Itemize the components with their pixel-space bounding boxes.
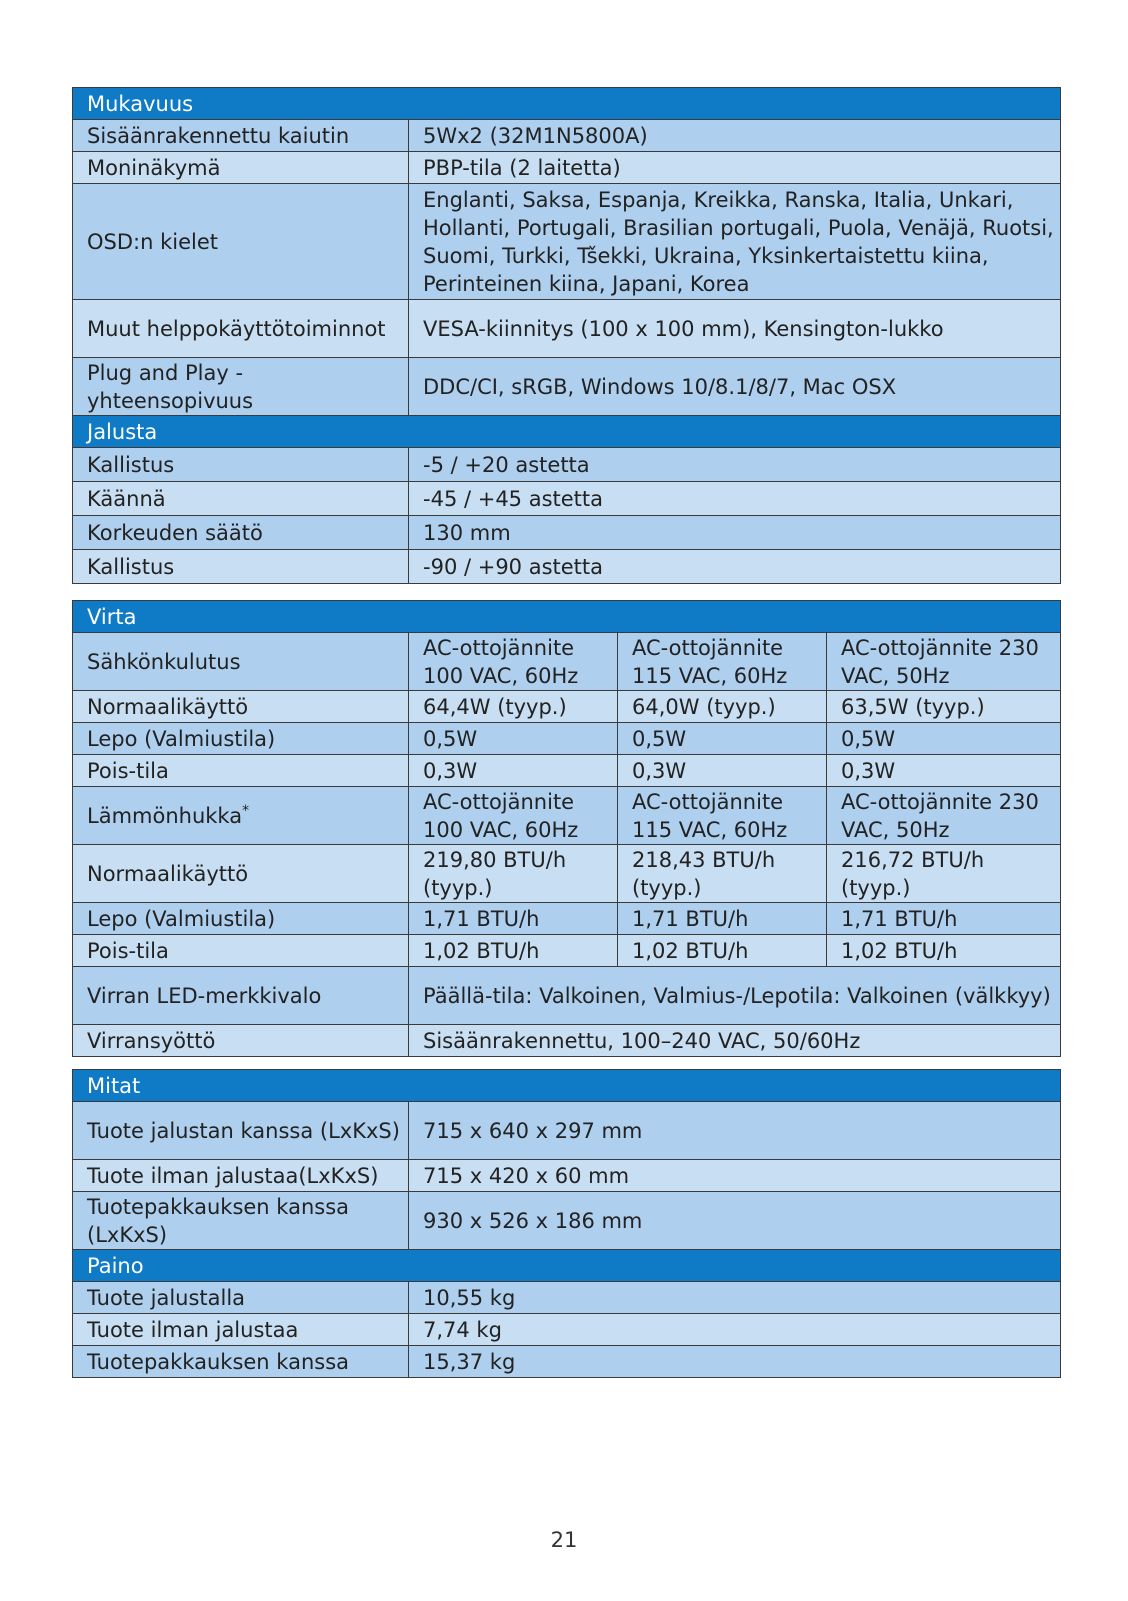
spec-label: Käännä <box>73 482 409 516</box>
section-header-virta <box>73 601 1061 633</box>
table-row <box>73 935 1061 967</box>
table-row <box>73 845 1061 903</box>
spec-value: -5 / +20 astetta <box>409 448 1061 482</box>
section-header-paino <box>73 1250 1061 1282</box>
table-row <box>73 967 1061 1025</box>
spec-value: 1,02 BTU/h <box>827 935 1061 967</box>
spec-value: VESA-kiinnitys (100 x 100 mm), Kensington-lukko <box>409 300 1061 358</box>
spec-value: 15,37 kg <box>409 1346 1061 1378</box>
spec-value: 1,02 BTU/h <box>409 935 618 967</box>
spec-label: Kallistus <box>73 448 409 482</box>
spec-label: Kallistus <box>73 550 409 584</box>
spec-label: Moninäkymä <box>73 152 409 184</box>
spec-value: 0,3W <box>618 755 827 787</box>
spec-label: Lepo (Valmiustila) <box>73 723 409 755</box>
table-row <box>73 755 1061 787</box>
spec-label: Tuote jalustalla <box>73 1282 409 1314</box>
spec-label: Plug and Play -yhteensopivuus <box>73 358 409 416</box>
section-title: Virta <box>73 601 1061 633</box>
spec-value: 0,5W <box>409 723 618 755</box>
spec-value: -90 / +90 astetta <box>409 550 1061 584</box>
table-row <box>73 723 1061 755</box>
spec-label: Pois-tila <box>73 755 409 787</box>
table-row <box>73 184 1061 300</box>
spec-value: 63,5W (tyyp.) <box>827 691 1061 723</box>
page-number: 21 <box>550 1528 578 1552</box>
spec-value: 216,72 BTU/h (tyyp.) <box>827 845 1061 903</box>
spec-value: Päällä-tila: Valkoinen, Valmius-/Lepotila: Valkoinen (välkkyy) <box>409 967 1061 1025</box>
spec-value: 130 mm <box>409 516 1061 550</box>
table-row <box>73 1282 1061 1314</box>
spec-value: 1,71 BTU/h <box>827 903 1061 935</box>
table-row <box>73 1314 1061 1346</box>
table-row <box>73 482 1061 516</box>
spec-value: 219,80 BTU/h (tyyp.) <box>409 845 618 903</box>
table-row <box>73 300 1061 358</box>
table-row <box>73 550 1061 584</box>
voltage-header: AC-ottojännite 230 VAC, 50Hz <box>827 633 1061 691</box>
spec-value: PBP-tila (2 laitetta) <box>409 152 1061 184</box>
table-row <box>73 633 1061 691</box>
table-row <box>73 120 1061 152</box>
spec-table-mukavuus-jalusta <box>72 87 1061 584</box>
spec-label: Tuote ilman jalustaa(LxKxS) <box>73 1160 409 1192</box>
spec-label: Pois-tila <box>73 935 409 967</box>
spec-value: 1,71 BTU/h <box>618 903 827 935</box>
table-row <box>73 903 1061 935</box>
section-title: Paino <box>73 1250 1061 1282</box>
voltage-header: AC-ottojännite 230 VAC, 50Hz <box>827 787 1061 845</box>
spec-label <box>73 787 409 845</box>
spec-value: 10,55 kg <box>409 1282 1061 1314</box>
table-row <box>73 152 1061 184</box>
spec-value: 218,43 BTU/h (tyyp.) <box>618 845 827 903</box>
spec-label: Normaalikäyttö <box>73 691 409 723</box>
section-title: Mukavuus <box>73 88 1061 120</box>
spec-label: Muut helppokäyttötoiminnot <box>73 300 409 358</box>
table-row <box>73 358 1061 416</box>
section-header-jalusta <box>73 416 1061 448</box>
spec-value: 7,74 kg <box>409 1314 1061 1346</box>
spec-value: 0,3W <box>409 755 618 787</box>
spec-value: 0,5W <box>827 723 1061 755</box>
heat-label: Lämmönhukka <box>87 803 243 828</box>
table-row <box>73 787 1061 845</box>
table-row <box>73 691 1061 723</box>
spec-label: Virransyöttö <box>73 1025 409 1057</box>
section-header-mukavuus <box>73 88 1061 120</box>
spec-value: 1,02 BTU/h <box>618 935 827 967</box>
table-row <box>73 516 1061 550</box>
spec-value: 64,4W (tyyp.) <box>409 691 618 723</box>
section-title: Jalusta <box>73 416 1061 448</box>
spec-label: Korkeuden säätö <box>73 516 409 550</box>
footnote-mark: * <box>242 802 250 819</box>
table-row <box>73 1346 1061 1378</box>
spec-value: DDC/CI, sRGB, Windows 10/8.1/8/7, Mac OSX <box>409 358 1061 416</box>
spec-value: -45 / +45 astetta <box>409 482 1061 516</box>
spec-value: 0,3W <box>827 755 1061 787</box>
table-row <box>73 1025 1061 1057</box>
voltage-header: AC-ottojännite 115 VAC, 60Hz <box>618 633 827 691</box>
table-row <box>73 1160 1061 1192</box>
spec-value: 715 x 420 x 60 mm <box>409 1160 1061 1192</box>
spec-label: Tuote jalustan kanssa (LxKxS) <box>73 1102 409 1160</box>
table-row <box>73 1192 1061 1250</box>
spec-table-mitat-paino <box>72 1069 1061 1378</box>
section-header-mitat <box>73 1070 1061 1102</box>
spec-value: 5Wx2 (32M1N5800A) <box>409 120 1061 152</box>
voltage-header: AC-ottojännite 100 VAC, 60Hz <box>409 633 618 691</box>
table-row <box>73 1102 1061 1160</box>
table-row <box>73 448 1061 482</box>
spec-value: 64,0W (tyyp.) <box>618 691 827 723</box>
spec-label: Virran LED-merkkivalo <box>73 967 409 1025</box>
spec-label: Tuote ilman jalustaa <box>73 1314 409 1346</box>
spec-value: Englanti, Saksa, Espanja, Kreikka, Ranska, Italia, Unkari, Hollanti, Portugali, Brasilian portugali, Puola, Venäjä, Ruotsi, Suomi, Turkki, Tšekki, Ukraina, Yksinkertaistettu kiina, Perinteinen kiina, Japani, Korea <box>409 184 1061 300</box>
section-title: Mitat <box>73 1070 1061 1102</box>
spec-value: 1,71 BTU/h <box>409 903 618 935</box>
spec-label: Normaalikäyttö <box>73 845 409 903</box>
spec-label: Sähkönkulutus <box>73 633 409 691</box>
spec-value: 0,5W <box>618 723 827 755</box>
spec-label: Tuotepakkauksen kanssa <box>73 1346 409 1378</box>
spec-label: Lepo (Valmiustila) <box>73 903 409 935</box>
spec-value: Sisäänrakennettu, 100–240 VAC, 50/60Hz <box>409 1025 1061 1057</box>
spec-label: Sisäänrakennettu kaiutin <box>73 120 409 152</box>
spec-label: OSD:n kielet <box>73 184 409 300</box>
voltage-header: AC-ottojännite 115 VAC, 60Hz <box>618 787 827 845</box>
spec-label: Tuotepakkauksen kanssa (LxKxS) <box>73 1192 409 1250</box>
spec-value: 930 x 526 x 186 mm <box>409 1192 1061 1250</box>
spec-table-virta <box>72 600 1061 1057</box>
spec-value: 715 x 640 x 297 mm <box>409 1102 1061 1160</box>
voltage-header: AC-ottojännite 100 VAC, 60Hz <box>409 787 618 845</box>
